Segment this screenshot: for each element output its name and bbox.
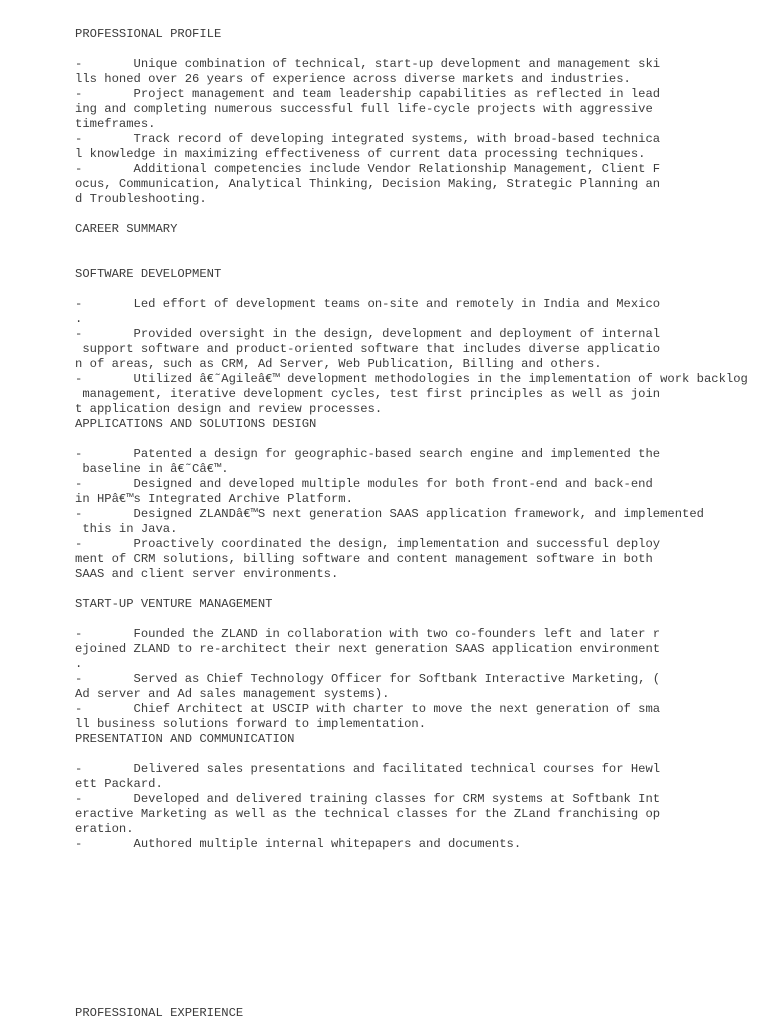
- text-line: - Unique combination of technical, start-up development and management ski: [75, 57, 661, 71]
- text-line: CAREER SUMMARY: [75, 222, 178, 236]
- text-line: baseline in â€˜Câ€™.: [75, 462, 229, 476]
- text-line: n of areas, such as CRM, Ad Server, Web Publication, Billing and others.: [75, 357, 602, 371]
- blank-line: [75, 612, 768, 627]
- text-line: management, iterative development cycles, test first principles as well as join: [75, 387, 661, 401]
- text-line: - Proactively coordinated the design, implementation and successful deploy: [75, 537, 661, 551]
- text-line: - Patented a design for geographic-based search engine and implemented the: [75, 447, 661, 461]
- blank-line: [75, 237, 768, 252]
- text-line: - Designed and developed multiple modules for both front-end and back-end: [75, 477, 653, 491]
- text-line: l knowledge in maximizing effectiveness of current data processing techniques.: [75, 147, 646, 161]
- text-line: lls honed over 26 years of experience across diverse markets and industries.: [75, 72, 631, 86]
- text-line: - Additional competencies include Vendor Relationship Management, Client F: [75, 162, 661, 176]
- blank-line: [75, 282, 768, 297]
- text-line: ocus, Communication, Analytical Thinking, Decision Making, Strategic Planning an: [75, 177, 661, 191]
- text-line: - Delivered sales presentations and facilitated technical courses for Hewl: [75, 762, 661, 776]
- text-line: eration.: [75, 822, 134, 836]
- text-line: timeframes.: [75, 117, 156, 131]
- blank-line: [75, 432, 768, 447]
- text-line: PRESENTATION AND COMMUNICATION: [75, 732, 295, 746]
- text-line: - Designed ZLANDâ€™S next generation SAAS application framework, and implemented: [75, 507, 704, 521]
- blank-line: [75, 252, 768, 267]
- text-line: SOFTWARE DEVELOPMENT: [75, 267, 222, 281]
- text-line: ing and completing numerous successful full life-cycle projects with aggressive: [75, 102, 653, 116]
- text-line: ll business solutions forward to implementation.: [75, 717, 427, 731]
- text-line: START-UP VENTURE MANAGEMENT: [75, 597, 273, 611]
- section-heading-professional-experience: PROFESSIONAL EXPERIENCE: [75, 1006, 244, 1020]
- text-line: eractive Marketing as well as the technical classes for the ZLand franchising op: [75, 807, 661, 821]
- text-line: - Utilized â€˜Agileâ€™ development methodologies in the implementation of work backlog: [75, 372, 748, 386]
- text-line: - Founded the ZLAND in collaboration with two co-founders left and later r: [75, 627, 661, 641]
- blank-line: [75, 207, 768, 222]
- text-line: d Troubleshooting.: [75, 192, 207, 206]
- text-line: in HPâ€™s Integrated Archive Platform.: [75, 492, 353, 506]
- text-line: - Provided oversight in the design, development and deployment of internal: [75, 327, 661, 341]
- text-line: ett Packard.: [75, 777, 163, 791]
- text-line: Ad server and Ad sales management systems).: [75, 687, 390, 701]
- text-line: .: [75, 312, 83, 326]
- blank-line: [75, 42, 768, 57]
- text-line: ment of CRM solutions, billing software and content management software in both: [75, 552, 653, 566]
- text-line: support software and product-oriented software that includes diverse applicatio: [75, 342, 661, 356]
- resume-document: [75, 27, 768, 852]
- text-line: - Developed and delivered training classes for CRM systems at Softbank Int: [75, 792, 661, 806]
- text-line: t application design and review processes.: [75, 402, 383, 416]
- text-line: this in Java.: [75, 522, 178, 536]
- text-line: ejoined ZLAND to re-architect their next generation SAAS application environment: [75, 642, 661, 656]
- blank-line: [75, 582, 768, 597]
- text-line: - Served as Chief Technology Officer for Softbank Interactive Marketing, (: [75, 672, 661, 686]
- text-line: .: [75, 657, 83, 671]
- text-line: SAAS and client server environments.: [75, 567, 339, 581]
- text-line: - Chief Architect at USCIP with charter to move the next generation of sma: [75, 702, 661, 716]
- blank-line: [75, 747, 768, 762]
- text-line: - Track record of developing integrated systems, with broad-based technica: [75, 132, 661, 146]
- text-line: - Authored multiple internal whitepapers and documents.: [75, 837, 522, 851]
- text-line: - Project management and team leadership capabilities as reflected in lead: [75, 87, 661, 101]
- text-line: - Led effort of development teams on-site and remotely in India and Mexico: [75, 297, 661, 311]
- text-line: APPLICATIONS AND SOLUTIONS DESIGN: [75, 417, 317, 431]
- text-line: PROFESSIONAL PROFILE: [75, 27, 222, 41]
